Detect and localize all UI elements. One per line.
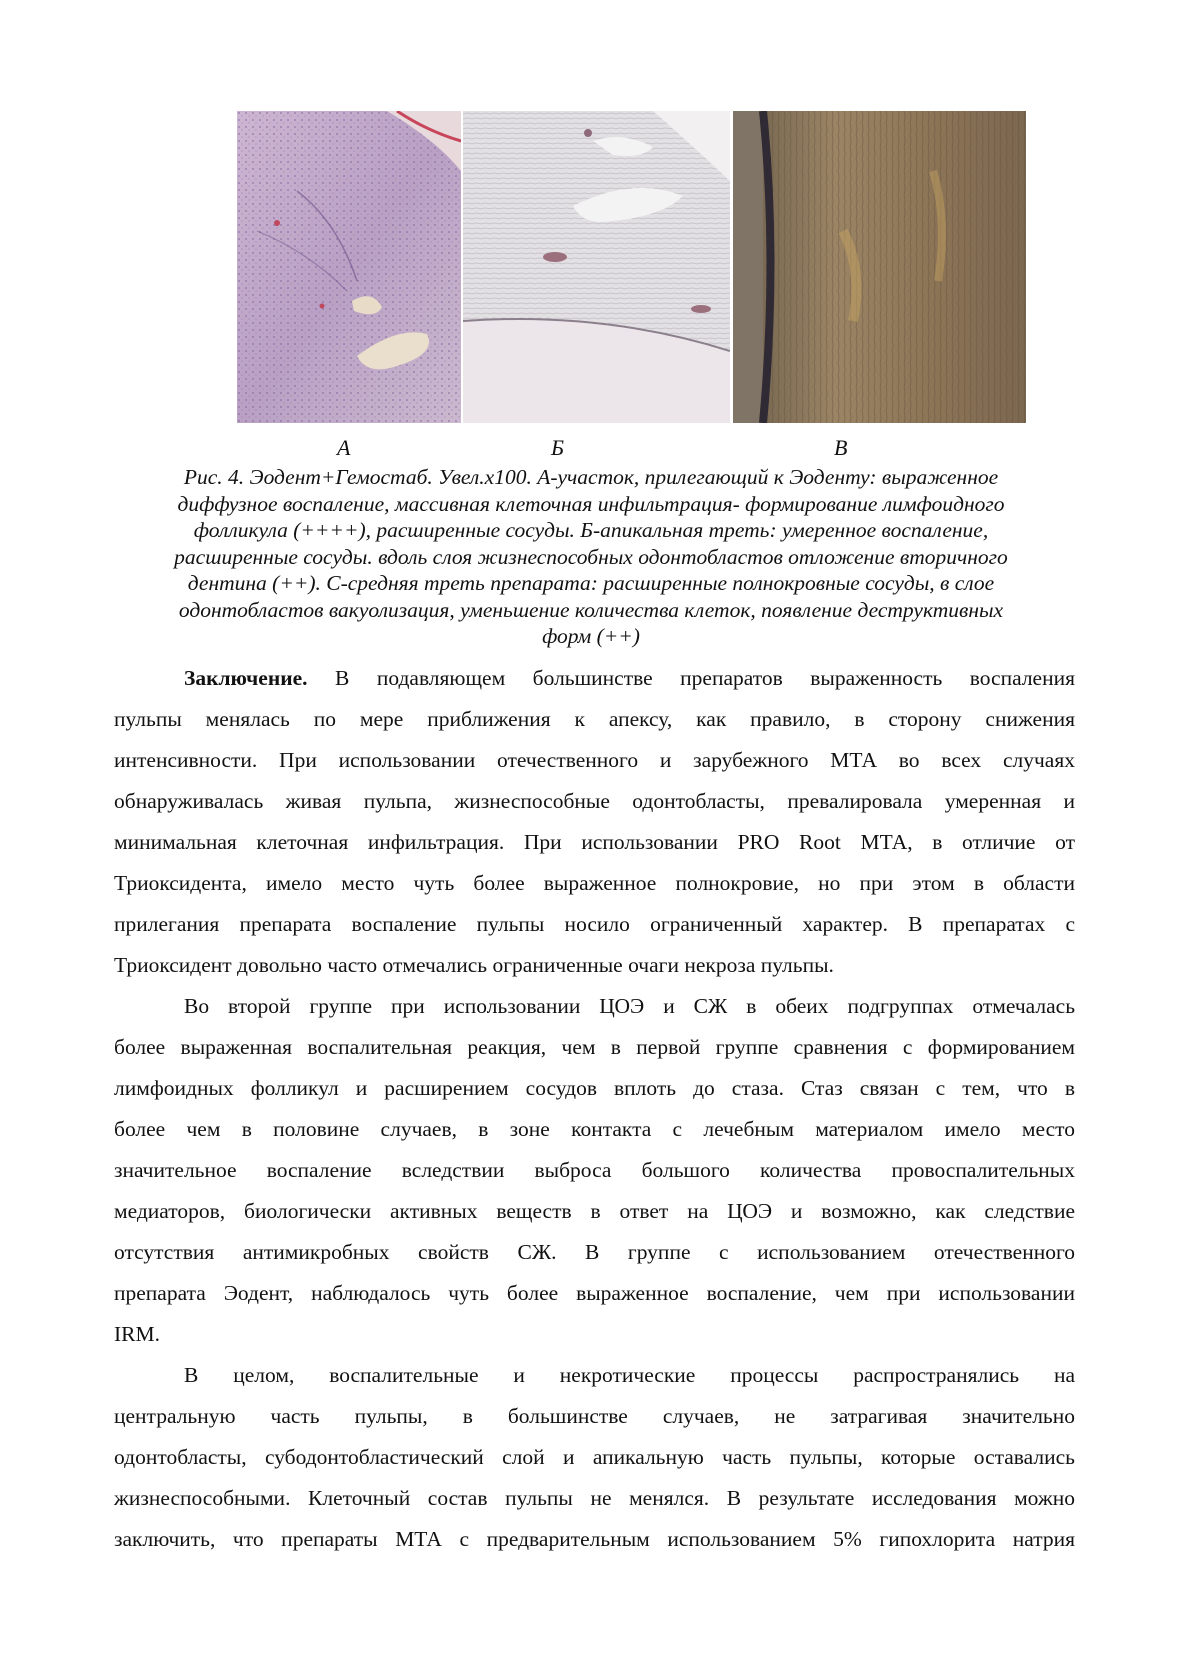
paragraph-2-line: более выраженная воспалительная реакция, чем в первой группе сравнения с формированием [114, 1035, 1075, 1059]
paragraph-2-line: более чем в половине случаев, в зоне контакта с лечебным материалом имело место [114, 1117, 1075, 1141]
histology-image-c-graphic [733, 111, 1026, 423]
paragraph-2-line: препарата Эодент, наблюдалось чуть более выраженное воспаление, чем при использовании [114, 1281, 1075, 1305]
body-text [114, 658, 1075, 1560]
paragraph-2-line: медиаторов, биологически активных веществ в ответ на ЦОЭ и возможно, как следствие [114, 1199, 1075, 1223]
text-line: В подавляющем большинстве препаратов выраженность воспаления [307, 666, 1075, 690]
paragraph-2-line: Во второй группе при использовании ЦОЭ и СЖ в обеих подгруппах отмечалась [184, 994, 1075, 1018]
paragraph-1-line: прилегания препарата воспаление пульпы носило ограниченный характер. В препаратах с [114, 912, 1075, 936]
paragraph-3-line: В целом, воспалительные и некротические процессы распространялись на [184, 1363, 1075, 1387]
panel-label-b: Б [551, 435, 564, 460]
histology-image-a-graphic [237, 111, 461, 423]
paragraph-1-line: минимальная клеточная инфильтрация. При использовании PRO Root МТА, в отличие от [114, 830, 1075, 854]
paragraph-1-line: Триоксидент довольно часто отмечались ограниченные очаги некроза пульпы. [114, 953, 834, 977]
paragraph-3-line: центральную часть пульпы, в большинстве случаев, не затрагивая значительно [114, 1404, 1075, 1428]
paragraph-1-line: Триоксидента, имело место чуть более выраженное полнокровие, но при этом в области [114, 871, 1075, 895]
conclusion-heading: Заключение. [184, 666, 308, 690]
paragraph-3-line: жизнеспособными. Клеточный состав пульпы не менялся. В результате исследования можно [114, 1486, 1075, 1510]
paragraph-2-line: IRM. [114, 1322, 160, 1346]
panel-label-a: А [337, 435, 351, 460]
caption-line: Рис. 4. Эодент+Гемостаб. Увел.х100. А-участок, прилегающий к Эоденту: выраженное [183, 465, 999, 489]
paragraph-3-line: одонтобласты, субодонтобластический слой и апикальную часть пульпы, которые оставались [114, 1445, 1075, 1469]
caption-line: диффузное воспаление, массивная клеточная инфильтрация- формирование лимфоидного [177, 491, 1005, 516]
caption-line: одонтобластов вакуолизация, уменьшение количества клеток, появление деструктивных [178, 597, 1004, 622]
paragraph-3-line: заключить, что препараты МТА с предварительным использованием 5% гипохлорита натрия [114, 1527, 1075, 1551]
histology-image-b-graphic [463, 111, 730, 423]
paragraph-2-line: отсутствия антимикробных свойств СЖ. В группе с использованием отечественного [114, 1240, 1075, 1264]
caption-line: дентина (++). С-средняя треть препарата: расширенные полнокровные сосуды, в слое [187, 571, 995, 595]
histology-image-c [733, 111, 1026, 423]
paragraph-2-line: значительное воспаление вследствии выброса большого количества провоспалительных [114, 1158, 1075, 1182]
caption-line: расширенные сосуды. вдоль слоя жизнеспособных одонтобластов отложение вторичного [174, 544, 1008, 569]
figure-caption [118, 464, 1064, 650]
paragraph-1-line: интенсивности. При использовании отечественного и зарубежного МТА во всех случаях [114, 748, 1075, 772]
paragraph-1-line: пульпы менялась по мере приближения к апексу, как правило, в сторону снижения [114, 707, 1075, 731]
paragraph-2-line: лимфоидных фолликул и расширением сосудов вплоть до стаза. Стаз связан с тем, что в [114, 1076, 1075, 1100]
paragraph-1-line [114, 658, 1075, 699]
paragraph-1-line: обнаруживалась живая пульпа, жизнеспособные одонтобласты, превалировала умеренная и [114, 789, 1075, 813]
histology-image-b [463, 111, 730, 423]
histology-image-a [237, 111, 461, 423]
caption-line: форм (++) [542, 624, 640, 648]
caption-line: фолликула (++++), расширенные сосуды. Б-апикальная треть: умеренное воспаление, [193, 518, 989, 542]
panel-label-c: В [834, 435, 848, 460]
